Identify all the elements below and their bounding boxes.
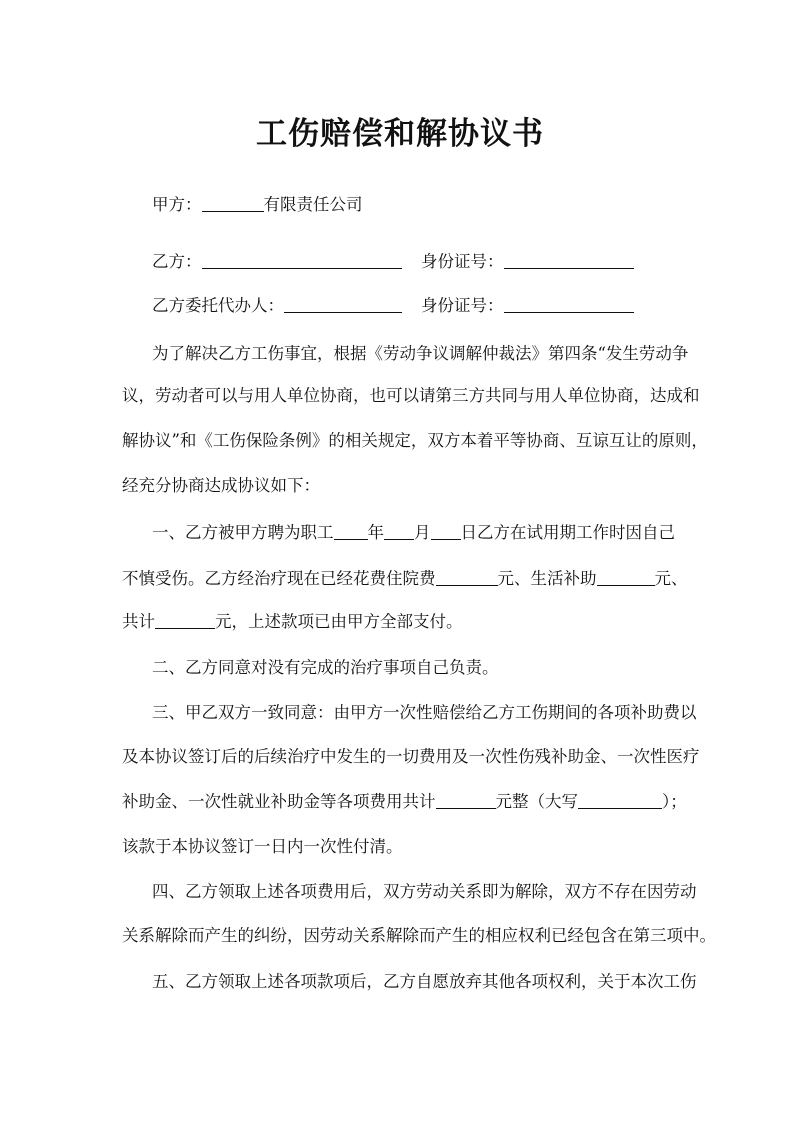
clause-2: 二、乙方同意对没有完成的治疗事项自己负责。 — [152, 658, 499, 677]
clause-3-line-3 — [122, 790, 687, 814]
agent-id-blank[interactable] — [504, 294, 634, 313]
hire-year-blank[interactable] — [334, 521, 368, 540]
hospital-fee-blank[interactable] — [436, 567, 498, 586]
clause-3-text-l3b: 元整（大写 — [495, 792, 578, 811]
amount-in-words-blank[interactable] — [578, 790, 662, 809]
clause-1-text-l3a: 共计 — [122, 612, 155, 631]
party-a-name-blank[interactable] — [202, 193, 264, 212]
clause-4-line-2: 关系解除而产生的纠纷，因劳动关系解除而产生的相应权利已经包含在第三项中。 — [122, 926, 716, 945]
clause-1-text-l2c: 元、 — [654, 569, 688, 588]
total-amount-blank[interactable] — [155, 610, 215, 629]
clause-1-text-l3b: 元，上述款项已由甲方全部支付。 — [215, 612, 463, 631]
clause-3-line-2: 及本协议签订后的后续治疗中发生的一切费用及一次性伤残补助金、一次性医疗 — [122, 747, 700, 766]
document-title: 工伤赔偿和解协议书 — [256, 116, 544, 152]
agent-id-label: 身份证号： — [421, 296, 504, 315]
intro-line-1: 为了解决乙方工伤事宜，根据《劳动争议调解仲裁法》第四条“发生劳动争 — [152, 344, 689, 363]
hire-month-blank[interactable] — [384, 521, 414, 540]
party-a-label: 甲方： — [152, 195, 202, 214]
party-b-id-label: 身份证号： — [421, 252, 504, 271]
intro-line-2: 议，劳动者可以与用人单位协商，也可以请第三方共同与用人单位协商，达成和 — [122, 386, 700, 405]
clause-1-text-l2b: 元、生活补助 — [497, 569, 597, 588]
clause-3-text-l3c: ）； — [662, 792, 687, 811]
clause-1-line-3 — [122, 610, 463, 634]
clause-3-text-l3a: 补助金、一次性就业补助金等各项费用共计 — [122, 792, 436, 811]
clause-1-text-l2a: 不慎受伤。乙方经治疗现在已经花费住院费 — [122, 569, 436, 588]
clause-4-line-1: 四、乙方领取上述各项费用后，双方劳动关系即为解除，双方不存在因劳动 — [152, 882, 697, 901]
clause-1-text-a: 一、乙方被甲方聘为职工 — [152, 523, 334, 542]
hire-day-blank[interactable] — [431, 521, 461, 540]
clause-1-text-month: 月 — [414, 523, 431, 542]
clause-1-text-year: 年 — [367, 523, 384, 542]
party-b-id-blank[interactable] — [504, 250, 634, 269]
agent-name-blank[interactable] — [284, 294, 402, 313]
clause-3-line-1: 三、甲乙双方一致同意：由甲方一次性赔偿给乙方工伤期间的各项补助费以 — [152, 703, 697, 722]
compensation-amount-blank[interactable] — [436, 790, 496, 809]
party-b-label: 乙方： — [152, 252, 202, 271]
clause-1-line-2 — [122, 567, 688, 591]
party-a-line — [152, 193, 363, 217]
intro-line-4: 经充分协商达成协议如下： — [122, 476, 320, 495]
living-allowance-blank[interactable] — [597, 567, 655, 586]
party-b-line — [152, 250, 402, 274]
party-a-suffix: 有限责任公司 — [263, 195, 363, 214]
agent-label: 乙方委托代办人： — [152, 296, 284, 315]
clause-1-text-d: 日乙方在试用期工作时因自己 — [460, 523, 675, 542]
agent-line — [152, 294, 402, 318]
party-b-id-line — [421, 250, 634, 274]
party-b-name-blank[interactable] — [202, 250, 402, 269]
clause-3-line-4: 该款于本协议签订一日内一次性付清。 — [122, 837, 403, 856]
clause-5-line-1: 五、乙方领取上述各项款项后，乙方自愿放弃其他各项权利，关于本次工伤 — [152, 972, 697, 991]
agent-id-line — [421, 294, 634, 318]
intro-line-3: 解协议”和《工伤保险条例》的相关规定，双方本着平等协商、互谅互让的原则， — [122, 431, 708, 450]
clause-1-line-1 — [152, 521, 675, 545]
